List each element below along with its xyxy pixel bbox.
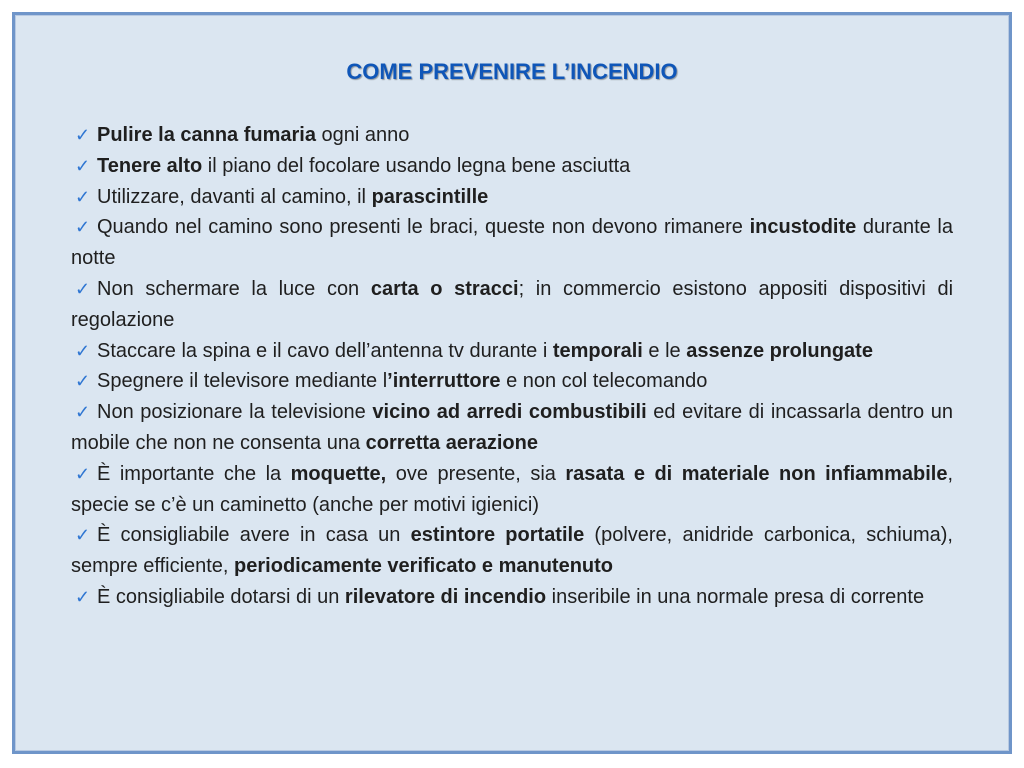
list-item-bold-text: rilevatore di incendio xyxy=(344,585,547,608)
checkmark-icon: ✓ xyxy=(75,525,91,546)
list-item xyxy=(71,212,953,274)
checkmark-icon: ✓ xyxy=(75,340,91,361)
list-item-text: ogni anno xyxy=(315,124,410,146)
list-item-text: ove presente, sia xyxy=(386,462,566,485)
checkmark-icon: ✓ xyxy=(75,217,91,238)
checkmark-icon: ✓ xyxy=(75,463,91,484)
list-item-text: , specie se c’è un caminetto (anche per motivi igienici) xyxy=(71,462,954,516)
list-item xyxy=(71,274,953,336)
list-item-text: e le xyxy=(642,339,687,362)
list-item-bold-text: incustodite xyxy=(749,216,857,239)
list-item-bold-text: rasata e di materiale non infiammabile xyxy=(565,462,948,485)
checkmark-icon: ✓ xyxy=(75,586,91,607)
list-item xyxy=(71,397,953,459)
list-item-text: il piano del focolare usando legna bene asciutta xyxy=(202,154,631,177)
list-item-text: È consigliabile avere in casa un xyxy=(97,524,411,547)
list-item-bold-text: carta o stracci xyxy=(370,277,519,300)
list-item-bold-text: corretta aerazione xyxy=(365,431,538,454)
slide xyxy=(12,12,1012,754)
list-item xyxy=(71,120,953,151)
list-item-text: Spegnere il televisore mediante l xyxy=(97,370,388,393)
list-item-text: Quando nel camino sono presenti le braci, queste non devono rimanere xyxy=(97,216,750,239)
list-item-text: (polvere, anidride carbonica, schiuma), sempre efficiente, xyxy=(71,524,953,578)
list-item xyxy=(71,459,953,521)
list-item-bold-text: temporali xyxy=(552,339,643,362)
list-item-text: Utilizzare, davanti al camino, il xyxy=(97,185,372,208)
list-item xyxy=(71,151,953,182)
checkmark-icon: ✓ xyxy=(75,125,91,145)
list-item xyxy=(71,336,953,367)
checkmark-icon: ✓ xyxy=(75,278,91,299)
checkmark-icon: ✓ xyxy=(75,402,91,423)
list-item-text: ; in commercio esistono appositi dispositivi di regolazione xyxy=(71,277,954,331)
list-item-bold-text: moquette, xyxy=(290,462,387,485)
prevention-list xyxy=(71,120,953,613)
list-item-text: e non col telecomando xyxy=(500,370,708,393)
list-item-text: Non schermare la luce con xyxy=(97,277,371,300)
list-item-text: ed evitare di incassarla dentro un mobile che non ne consenta una xyxy=(71,401,953,454)
list-item-bold-text: Pulire la canna fumaria xyxy=(97,124,316,146)
list-item-text: È importante che la xyxy=(97,462,291,485)
list-item xyxy=(71,182,953,213)
checkmark-icon: ✓ xyxy=(75,155,91,176)
checkmark-icon: ✓ xyxy=(75,186,91,207)
checkmark-icon: ✓ xyxy=(75,371,91,392)
list-item-text: durante la notte xyxy=(71,216,953,270)
list-item-text: inseribile in una normale presa di corrente xyxy=(546,585,925,608)
list-item-bold-text: estintore portatile xyxy=(410,524,585,547)
list-item-bold-text: ’interruttore xyxy=(387,370,501,393)
list-item xyxy=(71,520,953,582)
list-item xyxy=(71,366,953,397)
page-title: COME PREVENIRE L’INCENDIO xyxy=(346,59,678,84)
list-item-text: Non posizionare la televisione xyxy=(97,401,373,424)
list-item-bold-text: vicino ad arredi combustibili xyxy=(372,401,647,424)
list-item-text: È consigliabile dotarsi di un xyxy=(97,585,345,608)
list-item-bold-text: Tenere alto xyxy=(97,154,203,177)
list-item xyxy=(71,582,953,613)
list-item-text: Staccare la spina e il cavo dell’antenna tv durante i xyxy=(97,339,553,362)
list-item-bold-text: periodicamente verificato e manutenuto xyxy=(234,555,614,578)
list-item-bold-text: parascintille xyxy=(371,185,489,208)
list-item-bold-text: assenze prolungate xyxy=(686,339,873,362)
